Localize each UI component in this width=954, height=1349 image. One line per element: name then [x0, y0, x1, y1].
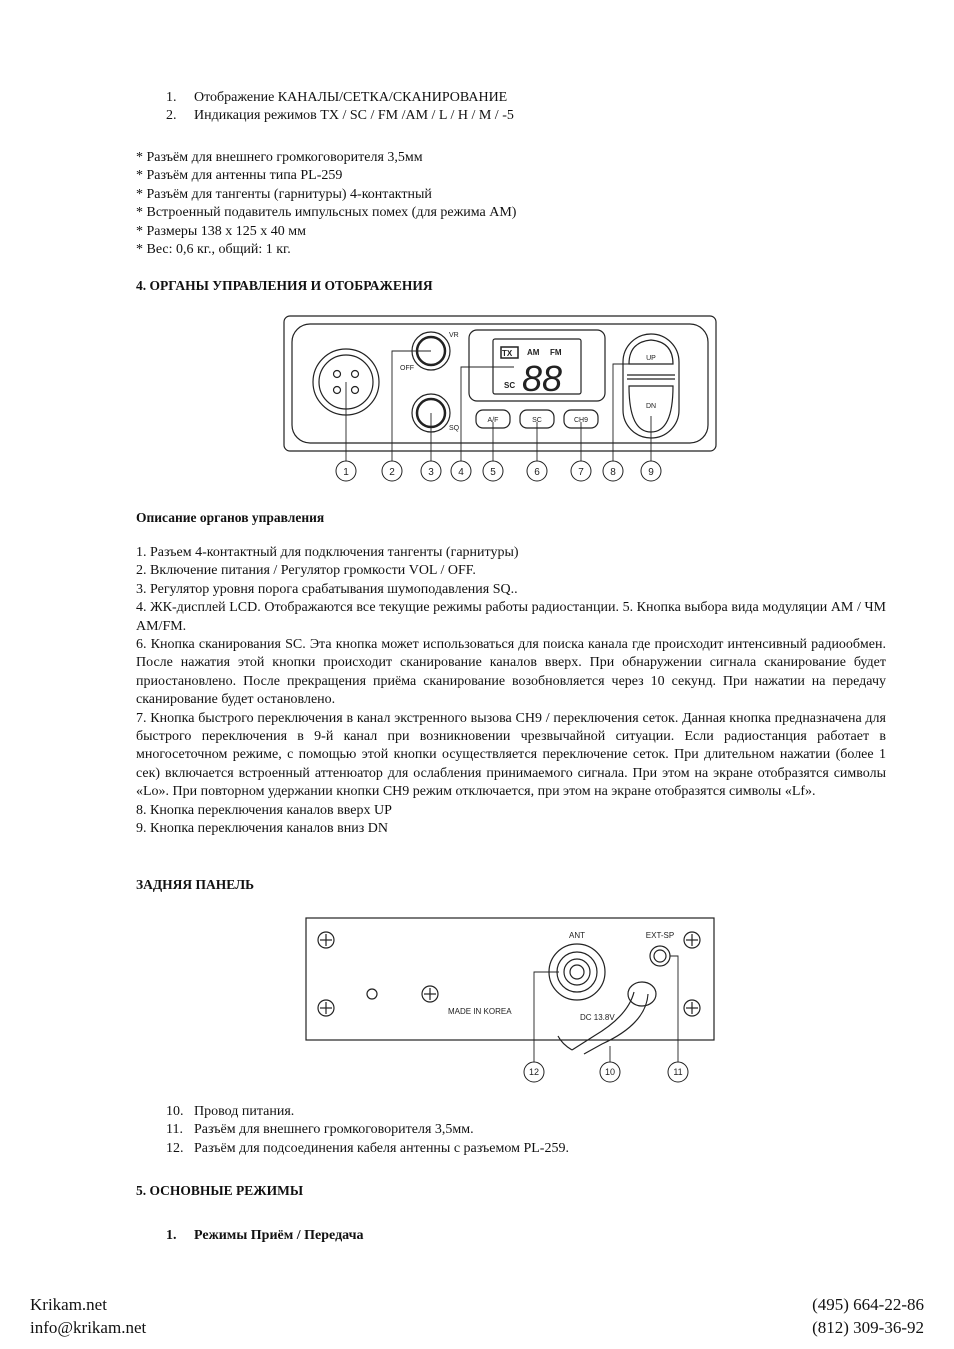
vr-label: VR	[449, 332, 459, 339]
control-item: 4. ЖК-дисплей LCD. Отображаются все текущие режимы работы радиостанции. 5. Кнопка выбора вида модуляции AM / ЧМ AM/FM.	[136, 600, 886, 634]
spec-list	[136, 149, 836, 259]
ch9-label: CH9	[573, 417, 589, 424]
callout-4: 4	[458, 467, 464, 478]
dn-label: DN	[645, 403, 657, 410]
rear-panel-diagram	[302, 912, 720, 1084]
dc-label: DC 13.8V	[580, 1013, 615, 1022]
am-label: AM	[527, 348, 540, 357]
list-item: 11. Разъём для внешнего громкоговорителя 3,5мм.	[166, 1122, 474, 1138]
controls-list	[136, 544, 886, 839]
rear-list	[166, 1103, 806, 1158]
spec-item: * Вес: 0,6 кг., общий: 1 кг.	[136, 242, 291, 258]
fm-label: FM	[550, 348, 562, 357]
power-cable-grommet	[628, 982, 656, 1006]
site-link[interactable]: Krikam.net	[30, 1295, 107, 1314]
control-item: 7. Кнопка быстрого переключения в канал экстренного вызова CH9 / переключения сеток. Данная кнопка предназначена для быстрого переключения в 9-й канал при возникновении чрезвычайной ситуации. Если радиостанция работает в многосеточном режиме, с помощью этой кнопки осуществляется переключение сеток. При длительном нажатии (более 1 сек) включается встроенный аттенюатор для ослабления принимаемого сигнала. При этом на экране отобразятся символы «Lo». При повторном удержании кнопки CH9 режим отключается, при этом на экране отобразятся символы «Lf».	[136, 710, 886, 800]
lcd-sc-label: SC	[504, 381, 516, 390]
list-item: 12. Разъём для подсоединения кабеля антенны с разъемом PL-259.	[166, 1140, 569, 1156]
footer-right	[812, 1293, 924, 1339]
callout-12: 12	[528, 1067, 540, 1077]
spec-item: * Разъём для внешнего громкоговорителя 3,5мм	[136, 150, 423, 165]
control-item: 6. Кнопка сканирования SC. Эта кнопка может использоваться для поиска канала где происходит интенсивный радиообмен. После нажатия этой кнопки происходит сканирование каналов вверх. При обнаружении сигнала сканирование будет приостановлено. После прекращения приёма сканирование возобновляется через 10 секунд. При нажатии на передачу сканирование будет остановлено.	[136, 637, 886, 708]
callout-2: 2	[389, 467, 395, 478]
ext-speaker-jack	[650, 946, 670, 966]
phone-2: (812) 309-36-92	[812, 1318, 924, 1337]
callout-10: 10	[604, 1067, 616, 1077]
list-item: 1. Отображение КАНАЛЫ/СЕТКА/СКАНИРОВАНИЕ	[166, 90, 508, 105]
top-list	[166, 89, 806, 126]
section-4-title: 4. ОРГАНЫ УПРАВЛЕНИЯ И ОТОБРАЖЕНИЯ	[136, 278, 433, 293]
screw-icon	[684, 1000, 700, 1016]
ant-label: ANT	[569, 931, 585, 940]
off-label: OFF	[400, 365, 414, 372]
callout-5: 5	[490, 467, 496, 478]
screw-icon	[684, 932, 700, 948]
callout-3: 3	[428, 467, 434, 478]
phone-1: (495) 664-22-86	[812, 1295, 924, 1314]
control-item: 3. Регулятор уровня порога срабатывания шумоподавления SQ..	[136, 581, 518, 597]
front-panel-diagram	[280, 312, 720, 487]
callout-9: 9	[648, 467, 654, 478]
af-label: A/F	[487, 417, 499, 424]
callout-8: 8	[610, 467, 616, 478]
spec-item: * Встроенный подавитель импульсных помех (для режима AM)	[136, 205, 517, 221]
callout-1: 1	[343, 467, 349, 478]
lcd-digits: 88	[522, 358, 563, 399]
callout-7: 7	[578, 467, 584, 478]
panel-inner	[292, 324, 708, 443]
spec-item: * Разъём для тангенты (гарнитуры) 4-контактный	[136, 186, 432, 202]
section-5-title: 5. ОСНОВНЫЕ РЕЖИМЫ	[136, 1183, 304, 1198]
list-item: 2. Индикация режимов TX / SC / FM /AM / L / H / M / -5	[166, 108, 514, 124]
control-item: 9. Кнопка переключения каналов вниз DN	[136, 821, 389, 837]
screw-icon	[318, 932, 334, 948]
list-item: 10. Провод питания.	[166, 1104, 295, 1119]
email-link[interactable]: info@krikam.net	[30, 1318, 147, 1337]
spec-item: * Размеры 138 х 125 х 40 мм	[136, 223, 307, 239]
tx-label: TX	[502, 349, 513, 358]
rear-panel-title: ЗАДНЯЯ ПАНЕЛЬ	[136, 877, 255, 892]
screw-icon	[422, 986, 438, 1002]
sc-label: SC	[532, 417, 542, 424]
sq-label: SQ	[449, 425, 460, 432]
controls-heading: Описание органов управления	[136, 510, 325, 525]
spec-item: * Разъём для антенны типа PL-259	[136, 168, 343, 184]
footer-left	[30, 1293, 146, 1339]
up-label: UP	[646, 355, 656, 362]
ext-sp-label: EXT-SP	[645, 931, 675, 940]
control-item: 1. Разъем 4-контактный для подключения тангенты (гарнитуры)	[136, 545, 519, 560]
made-in-label: MADE IN KOREA	[448, 1007, 512, 1016]
screw-icon	[318, 1000, 334, 1016]
control-item: 2. Включение питания / Регулятор громкости VOL / OFF.	[136, 563, 476, 579]
callout-6: 6	[534, 467, 540, 478]
subsection-1: 1. Режимы Приём / Передача	[166, 1228, 364, 1243]
callout-11: 11	[673, 1067, 683, 1077]
hole	[367, 989, 377, 999]
control-item: 8. Кнопка переключения каналов вверх UP	[136, 802, 392, 818]
